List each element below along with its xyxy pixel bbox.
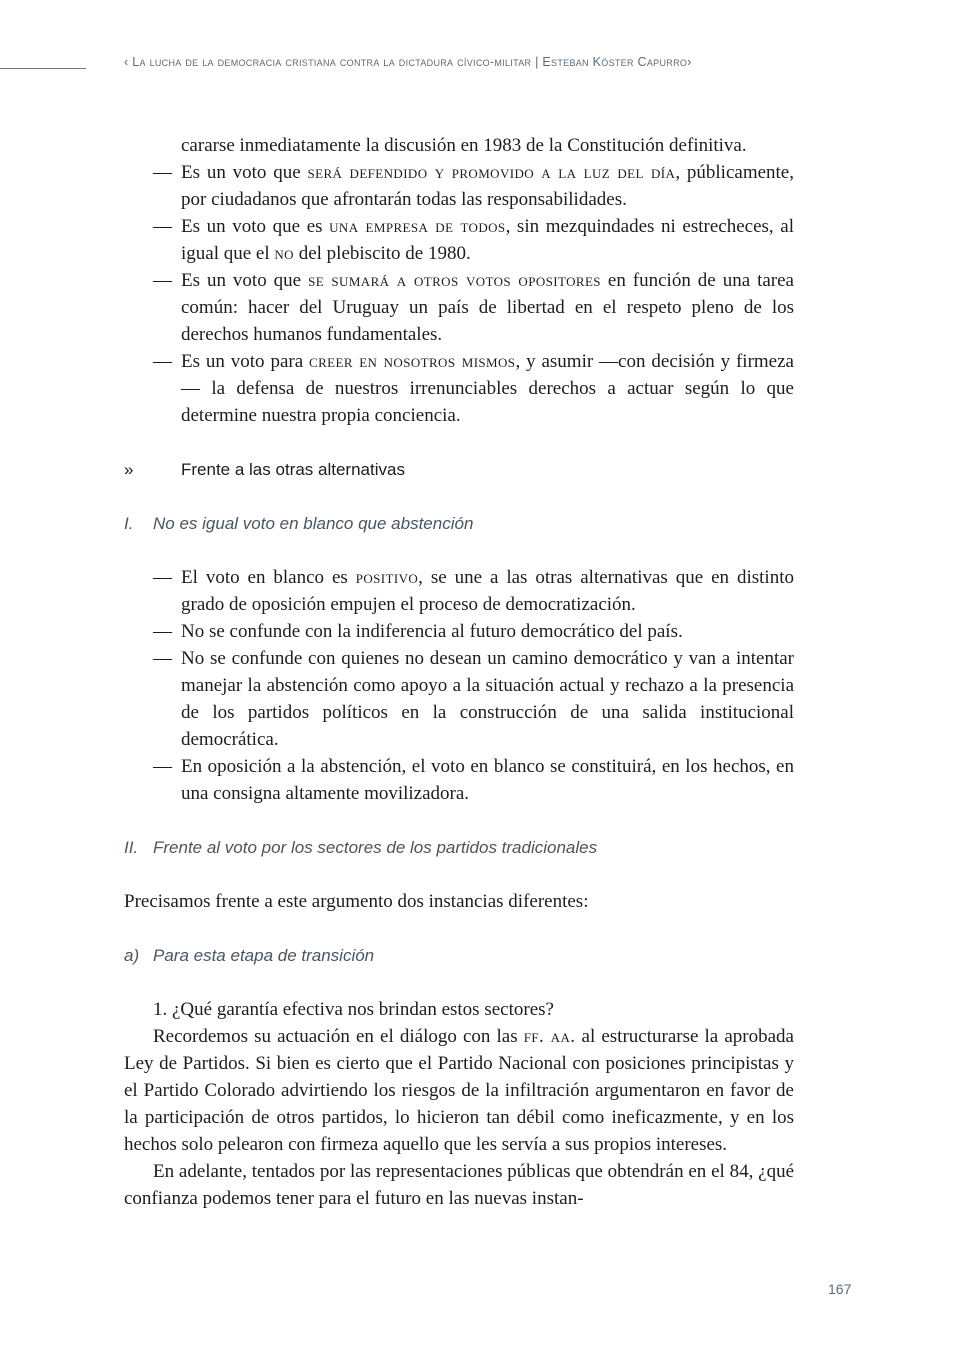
intro-paragraph: Precisamos frente a este argumento dos instancias diferentes:: [124, 891, 589, 912]
heading-ii: [124, 834, 597, 861]
list-item: — No se confunde con quienes no desean un camino democrático y van a intentar manejar la abstención como apoyo a la situación actual y rechazo a la presencia de los partidos políticos en la construcción de una salida institucional democrática.: [124, 645, 794, 753]
continuation-line: cararse inmediatamente la discusión en 1983 de la Constitución definitiva.: [181, 135, 747, 156]
heading-i: [124, 510, 473, 537]
paragraph-2: En adelante, tentados por las representaciones públicas que obtendrán en el 84, ¿qué confianza podemos tener para el futuro en las nuevas instan-: [124, 1161, 794, 1209]
dash-marker: —: [153, 162, 172, 183]
dash-marker: —: [153, 270, 172, 291]
heading-text: No es igual voto en blanco que abstención: [153, 514, 474, 533]
list-item: — Es un voto que será defendido y promovido a la luz del día, públicamente, por ciudadanos que afrontarán todas las responsabilidades.: [124, 159, 794, 213]
list-item: — Es un voto para creer en nosotros mismos, y asumir —con decisión y firmeza— la defensa de nuestros irrenunciables derechos a actuar según lo que determine nuestra propia conciencia.: [124, 348, 794, 429]
heading-alternativas: [124, 456, 405, 483]
body-section-a: [124, 996, 794, 1212]
paragraph-1: Recordemos su actuación en el diálogo con las ff. aa. al estructurarse la aprobada Ley de Partidos. Si bien es cierto que el Partido Nacional con posiciones principistas y el Partido Colorado advirtiendo los riesgos de la infiltración argumentaron en favor de la participación de otros partidos, lo hicieron tan débil como ineficazmente, y en los hechos solo pelearon con firmeza aquello que les servía a sus propios intereses.: [124, 1026, 794, 1155]
dash-marker: —: [153, 621, 172, 642]
dash-marker: —: [153, 756, 172, 777]
dash-marker: —: [153, 216, 172, 237]
heading-a: [124, 942, 374, 969]
dash-marker: —: [153, 351, 172, 372]
page-number: 167: [828, 1281, 852, 1297]
heading-text: Frente al voto por los sectores de los partidos tradicionales: [153, 838, 598, 857]
heading-text: Para esta etapa de transición: [153, 946, 375, 965]
heading-marker: »: [124, 460, 134, 479]
header-rule: [0, 68, 86, 69]
heading-marker: a): [124, 946, 140, 965]
dash-marker: —: [153, 648, 172, 669]
list-item: — El voto en blanco es positivo, se une a las otras alternativas que en distinto grado de oposición empujen el proceso de democratización.: [124, 564, 794, 618]
running-head: ‹ La lucha de la democracia cristiana contra la dictadura cívico-militar | Esteban Köster Capurro›: [124, 55, 692, 69]
heading-text: Frente a las otras alternativas: [181, 460, 405, 479]
list-item: — Es un voto que se sumará a otros votos opositores en función de una tarea común: hacer del Uruguay un país de libertad en el respeto pleno de los derechos humanos fundamentales.: [124, 267, 794, 348]
heading-marker: II.: [124, 838, 139, 857]
section-1-list: [124, 132, 794, 429]
dash-marker: —: [153, 567, 172, 588]
list-item: — Es un voto que es una empresa de todos, sin mezquindades ni estrecheces, al igual que el no del plebiscito de 1980.: [124, 213, 794, 267]
question-1: 1. ¿Qué garantía efectiva nos brindan estos sectores?: [153, 999, 554, 1020]
list-item: — No se confunde con la indiferencia al futuro democrático del país.: [124, 618, 794, 645]
list-item: — En oposición a la abstención, el voto en blanco se constituirá, en los hechos, en una consigna altamente movilizadora.: [124, 753, 794, 807]
section-2-list: [124, 564, 794, 807]
heading-marker: I.: [124, 514, 134, 533]
